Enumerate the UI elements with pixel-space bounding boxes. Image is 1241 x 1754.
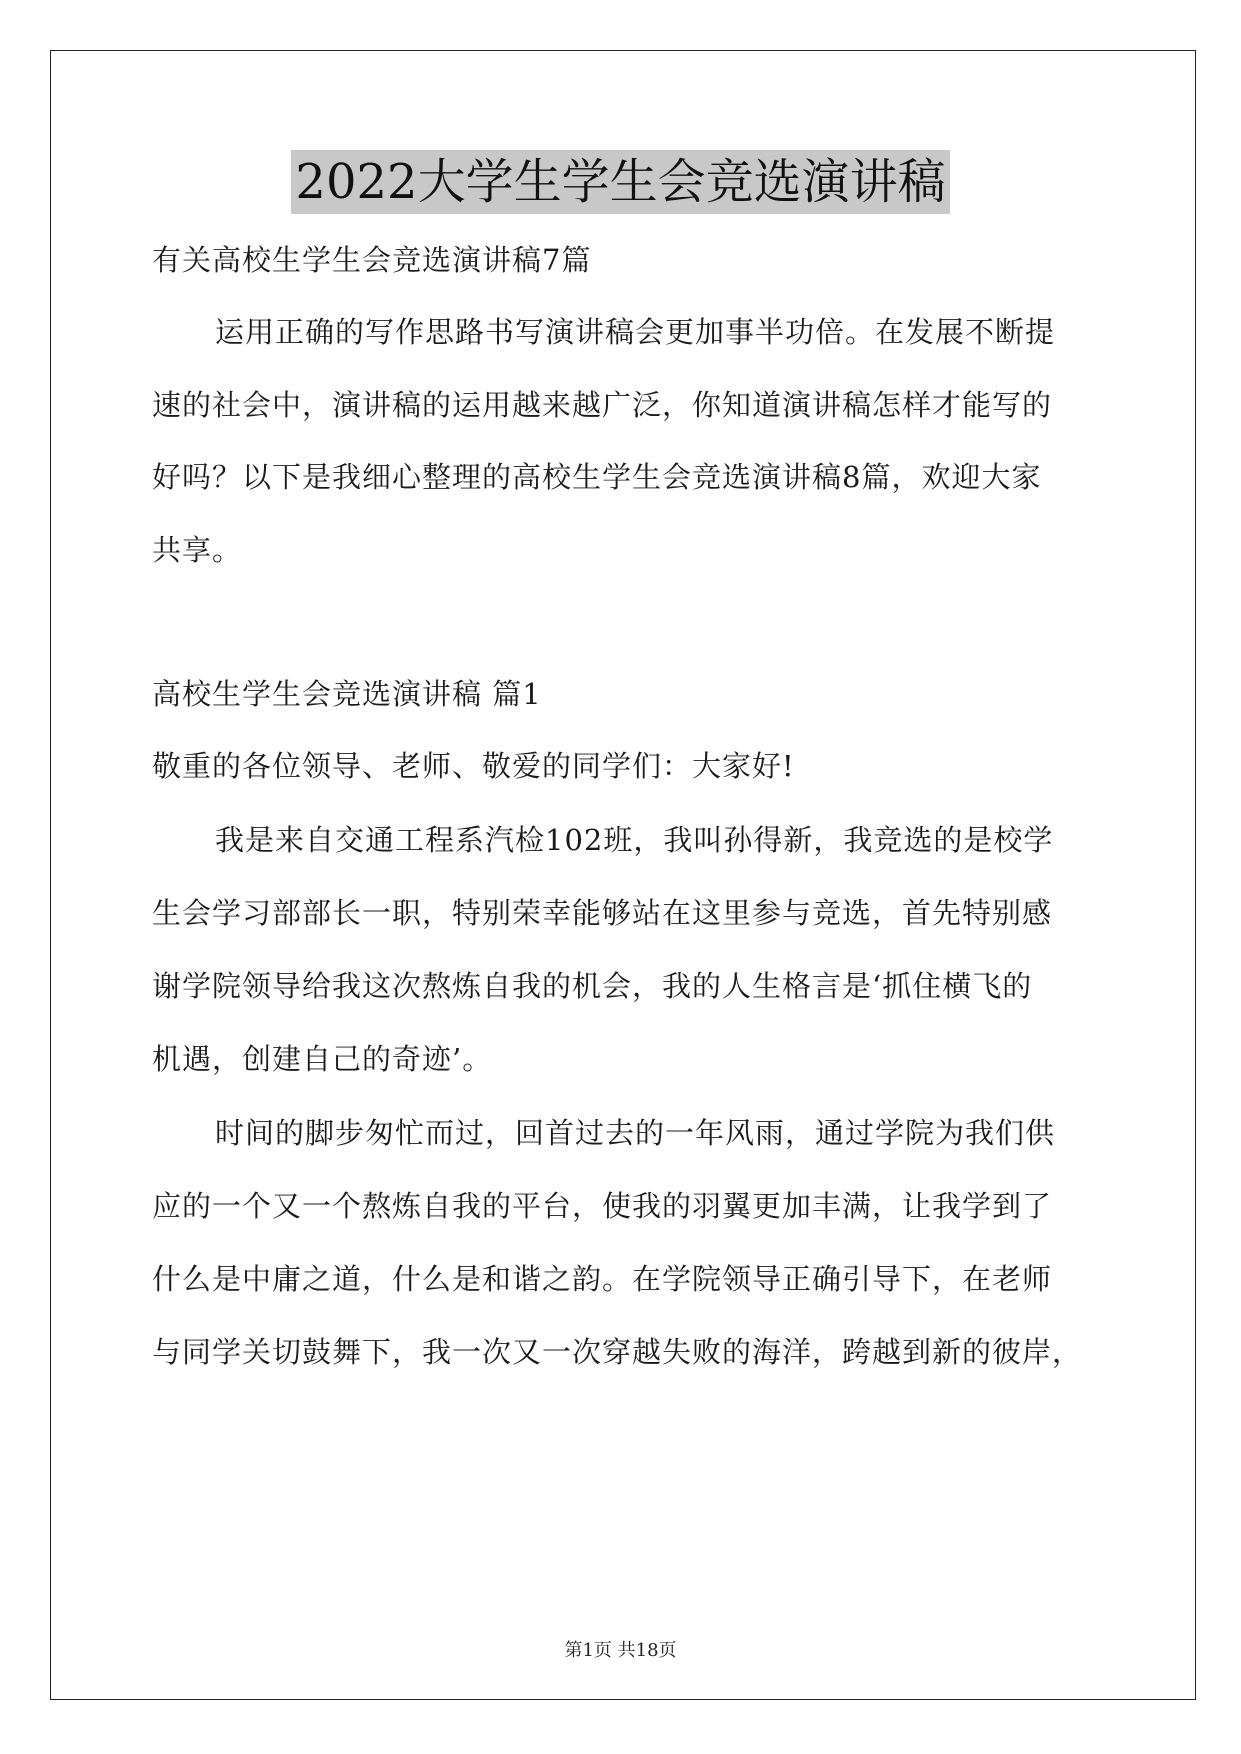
paragraph-line: 我是来自交通工程系汽检102班，我叫孙得新，我竞选的是校学 <box>215 823 1054 857</box>
document-title: 2022大学生学生会竞选演讲稿 <box>291 150 949 214</box>
paragraph-line: 共享。 <box>152 533 243 567</box>
page-border <box>50 50 1196 1700</box>
salutation-line: 敬重的各位领导、老师、敬爱的同学们：大家好! <box>152 749 795 783</box>
paragraph-line: 与同学关切鼓舞下，我一次又一次穿越失败的海洋，跨越到新的彼岸， <box>152 1335 1083 1369</box>
paragraph-line: 生会学习部部长一职，特别荣幸能够站在这里参与竞选，首先特别感 <box>152 896 1053 930</box>
paragraph-line: 机遇，创建自己的奇迹’。 <box>152 1042 493 1076</box>
subtitle-line: 有关高校生学生会竞选演讲稿7篇 <box>152 243 592 277</box>
paragraph-line: 速的社会中，演讲稿的运用越来越广泛，你知道演讲稿怎样才能写的 <box>152 388 1053 422</box>
page-footer: 第1页 共18页 <box>564 1640 677 1661</box>
paragraph-line: 运用正确的写作思路书写演讲稿会更加事半功倍。在发展不断提 <box>215 315 1056 349</box>
paragraph-line: 谢学院领导给我这次熬炼自我的机会，我的人生格言是‘抓住横飞的 <box>152 969 1033 1003</box>
paragraph-line: 什么是中庸之道，什么是和谐之韵。在学院领导正确引导下，在老师 <box>152 1262 1053 1296</box>
title-block <box>0 150 1241 214</box>
paragraph-line: 好吗？以下是我细心整理的高校生学生会竞选演讲稿8篇，欢迎大家 <box>152 460 1042 494</box>
paragraph-line: 时间的脚步匆忙而过，回首过去的一年风雨，通过学院为我们供 <box>215 1116 1056 1150</box>
paragraph-line: 应的一个又一个熬炼自我的平台，使我的羽翼更加丰满，让我学到了 <box>152 1189 1053 1223</box>
section-heading: 高校生学生会竞选演讲稿 篇1 <box>152 677 542 711</box>
